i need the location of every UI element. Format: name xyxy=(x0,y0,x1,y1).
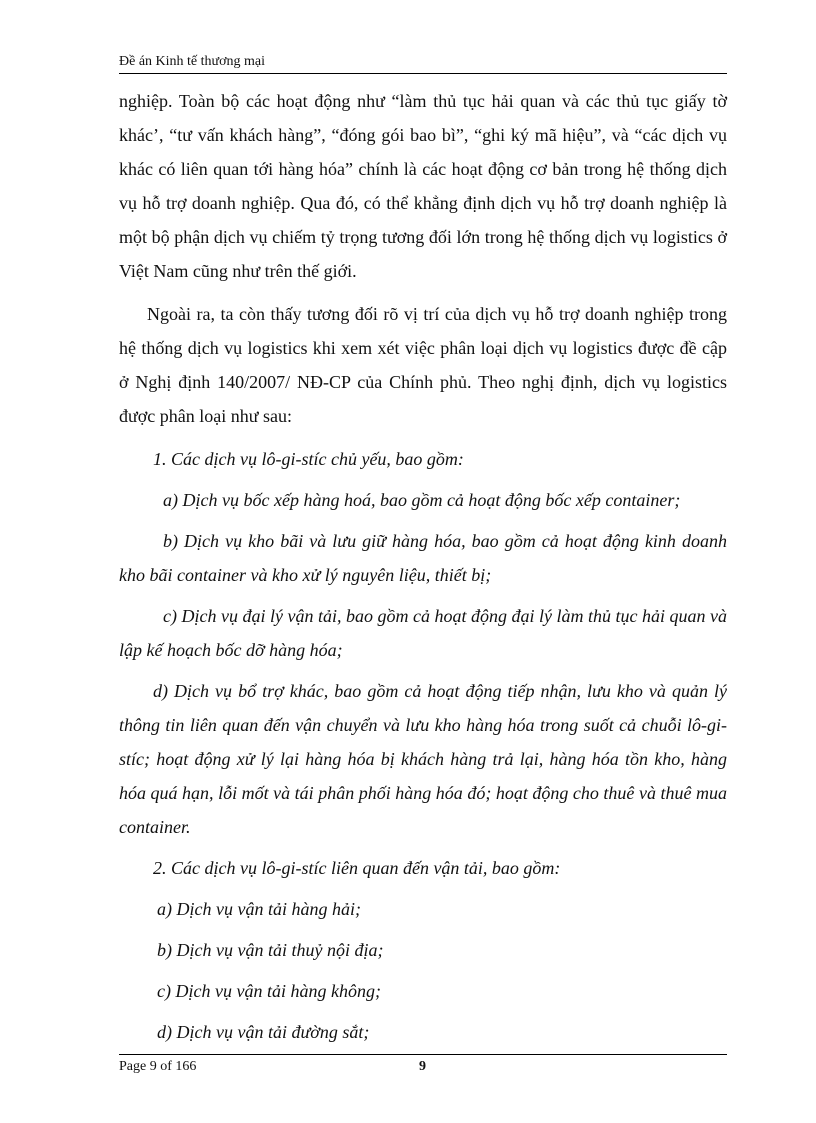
page-header xyxy=(119,48,727,74)
section-2-heading: 2. Các dịch vụ lô-gi-stíc liên quan đến vận tải, bao gồm: xyxy=(153,858,561,878)
header-title: Đề án Kinh tế thương mại xyxy=(119,54,266,69)
section-1-item-c: c) Dịch vụ đại lý vận tải, bao gồm cả hoạt động đại lý làm thủ tục hải quan và lập kế hoạch bốc dỡ hàng hóa; xyxy=(119,606,727,660)
section-1-item-d: d) Dịch vụ bổ trợ khác, bao gồm cả hoạt động tiếp nhận, lưu kho và quản lý thông tin liên quan đến vận chuyển và lưu kho hàng hóa trong suốt cả chuỗi lô-gi-stíc; hoạt động xử lý lại hàng hóa bị khách hàng trả lại, hàng hóa tồn kho, hàng hóa quá hạn, lỗi mốt và tái phân phối hàng hóa đó; hoạt động cho thuê và thuê mua container. xyxy=(119,681,727,837)
section-1-item-a: a) Dịch vụ bốc xếp hàng hoá, bao gồm cả hoạt động bốc xếp container; xyxy=(163,490,681,510)
page-number: 9 xyxy=(419,1059,426,1074)
page-footer xyxy=(119,1054,727,1084)
paragraph-classification-intro: Ngoài ra, ta còn thấy tương đối rõ vị trí của dịch vụ hỗ trợ doanh nghiệp trong hệ thống dịch vụ logistics khi xem xét việc phân loại dịch vụ logistics được đề cập ở Nghị định 140/2007/ NĐ-CP của Chính phủ. Theo nghị định, dịch vụ logistics được phân loại như sau: xyxy=(119,304,727,426)
page-body xyxy=(119,84,727,1049)
section-2-item-a: a) Dịch vụ vận tải hàng hải; xyxy=(157,899,361,919)
section-2-item-c: c) Dịch vụ vận tải hàng không; xyxy=(157,981,381,1001)
paragraph-continuation: nghiệp. Toàn bộ các hoạt động như “làm thủ tục hải quan và các thủ tục giấy tờ khác’, “tư vấn khách hàng”, “đóng gói bao bì”, “ghi ký mã hiệu”, và “các dịch vụ khác có liên quan tới hàng hóa” chính là các hoạt động cơ bản trong hệ thống dịch vụ hỗ trợ doanh nghiệp. Qua đó, có thể khẳng định dịch vụ hỗ trợ doanh nghiệp là một bộ phận dịch vụ chiếm tỷ trọng tương đối lớn trong hệ thống dịch vụ logistics ở Việt Nam cũng như trên thế giới. xyxy=(119,91,727,281)
section-1-item-b: b) Dịch vụ kho bãi và lưu giữ hàng hóa, bao gồm cả hoạt động kinh doanh kho bãi container và kho xử lý nguyên liệu, thiết bị; xyxy=(119,531,727,585)
section-1-heading: 1. Các dịch vụ lô-gi-stíc chủ yếu, bao gồm: xyxy=(153,449,464,469)
page-count-label: Page 9 of 166 xyxy=(119,1059,197,1074)
section-2-item-d: d) Dịch vụ vận tải đường sắt; xyxy=(157,1022,370,1042)
section-2-item-b: b) Dịch vụ vận tải thuỷ nội địa; xyxy=(157,940,384,960)
